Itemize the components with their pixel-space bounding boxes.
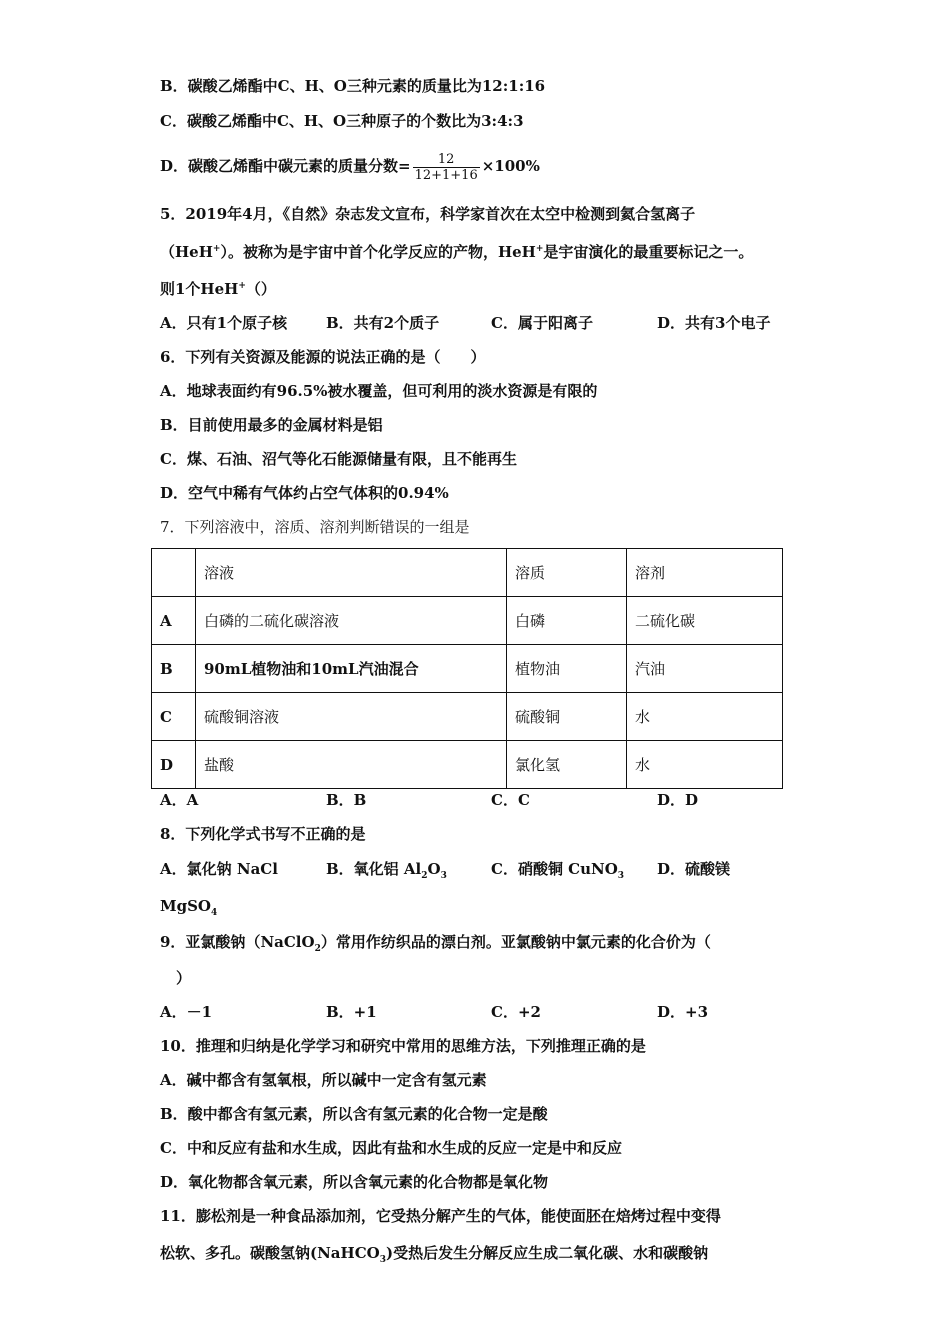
- table-cell: 汽油: [627, 645, 783, 693]
- q10-option-c: C．中和反应有盐和水生成，因此有盐和水生成的反应一定是中和反应: [160, 1139, 622, 1157]
- q6-option-a: A．地球表面约有96.5%被水覆盖，但可利用的淡水资源是有限的: [160, 382, 598, 400]
- superscript: +: [212, 244, 221, 254]
- q7-stem: 7．下列溶液中，溶质、溶剂判断错误的一组是: [160, 518, 470, 536]
- table-cell: 水: [627, 741, 783, 789]
- table-cell: 白磷的二硫化碳溶液: [196, 597, 507, 645]
- table-cell: 90mL植物油和10mL汽油混合: [196, 645, 507, 693]
- q6-option-d: D．空气中稀有气体约占空气体积的0.94%: [160, 484, 449, 502]
- q10-option-d: D．氧化物都含氧元素，所以含氧元素的化合物都是氧化物: [160, 1173, 549, 1191]
- q9-stem: [160, 932, 711, 952]
- q10-stem: 10．推理和归纳是化学学习和研究中常用的思维方法，下列推理正确的是: [160, 1037, 646, 1055]
- q8-b-part: B．氧化铝 Al: [326, 860, 422, 878]
- q5-line3-part: （）: [245, 280, 276, 298]
- q8-option-a: A．氯化钠 NaCl: [160, 860, 278, 878]
- table-cell: 植物油: [507, 645, 627, 693]
- table-header-cell: 溶液: [196, 549, 507, 597]
- table-cell: 硫酸铜: [507, 693, 627, 741]
- table-cell: 二硫化碳: [627, 597, 783, 645]
- q8-option-c: [491, 859, 624, 879]
- q5-option-c: C．属于阳离子: [491, 314, 593, 332]
- table-cell: 盐酸: [196, 741, 507, 789]
- q11-stem-line2: [160, 1243, 708, 1263]
- q5-line2-part: 是宇宙演化的最重要标记之一。: [543, 243, 754, 261]
- superscript: +: [238, 281, 246, 291]
- q6-stem: 6．下列有关资源及能源的说法正确的是（ ）: [160, 348, 486, 366]
- q4-option-b: B．碳酸乙烯酯中C、H、O三种元素的质量比为12:1:16: [160, 77, 546, 95]
- q11-line2-part: )受热后发生分解反应生成二氧化碳、水和碳酸钠: [385, 1244, 709, 1262]
- table-cell: 白磷: [507, 597, 627, 645]
- table-header-cell: 溶质: [507, 549, 627, 597]
- subscript: 3: [617, 871, 625, 881]
- q11-line2-part: 松软、多孔。碳酸氢钠(NaHCO: [160, 1244, 380, 1262]
- table-cell: B: [152, 645, 196, 693]
- q5-stem-line1: 5．2019年4月，《自然》杂志发文宣布，科学家首次在太空中检测到氦合氢离子: [160, 205, 696, 223]
- q9-option-d: D．+3: [657, 1003, 709, 1021]
- q7-option-c: C．C: [491, 791, 530, 809]
- q4-option-c: C．碳酸乙烯酯中C、H、O三种原子的个数比为3:4:3: [160, 112, 524, 130]
- q8-option-d: D．硫酸镁: [657, 860, 731, 878]
- table-cell: 硫酸铜溶液: [196, 693, 507, 741]
- q4-option-d-prefix: D．碳酸乙烯酯中碳元素的质量分数=: [160, 157, 411, 175]
- q5-option-a: A．只有1个原子核: [160, 314, 288, 332]
- table-row: [152, 693, 783, 741]
- table-row: [152, 645, 783, 693]
- q9-option-b: B．+1: [326, 1003, 377, 1021]
- table-cell: 水: [627, 693, 783, 741]
- q5-option-d: D．共有3个电子: [657, 314, 771, 332]
- fraction-numerator: 12: [437, 151, 455, 167]
- q6-option-b: B．目前使用最多的金属材料是铝: [160, 416, 383, 434]
- table-cell: D: [152, 741, 196, 789]
- solution-table: [151, 548, 783, 789]
- q7-option-d: D．D: [657, 791, 699, 809]
- subscript: 4: [211, 908, 218, 918]
- table-cell: 氯化氢: [507, 741, 627, 789]
- q8-option-b: [326, 859, 447, 879]
- table-cell: A: [152, 597, 196, 645]
- q9-stem-part: 9．亚氯酸钠（NaClO: [160, 933, 315, 951]
- q4-option-d-suffix: ×100%: [481, 157, 540, 175]
- q8-d-part: MgSO: [160, 897, 211, 915]
- q7-option-b: B．B: [326, 791, 367, 809]
- superscript: +: [535, 244, 544, 254]
- subscript: 2: [421, 871, 428, 881]
- q8-option-d-formula: [160, 896, 217, 916]
- q9-stem-part: ）常用作纺织品的漂白剂。亚氯酸钠中氯元素的化合价为（: [320, 933, 711, 951]
- q9-option-a: A．－1: [160, 1003, 213, 1021]
- q4-option-d: [160, 146, 540, 186]
- table-cell: C: [152, 693, 196, 741]
- q5-stem-line2: [160, 242, 753, 262]
- subscript: 2: [314, 944, 321, 954]
- q10-option-b: B．酸中都含有氢元素，所以含有氢元素的化合物一定是酸: [160, 1105, 548, 1123]
- table-row: [152, 597, 783, 645]
- table-row: [152, 741, 783, 789]
- subscript: 3: [440, 871, 447, 881]
- q9-stem-line2: ）: [176, 969, 192, 987]
- q8-c-part: C．硝酸铜 CuNO: [491, 860, 618, 878]
- q6-option-c: C．煤、石油、沼气等化石能源储量有限，且不能再生: [160, 450, 517, 468]
- table-header-row: [152, 549, 783, 597]
- q8-stem: 8．下列化学式书写不正确的是: [160, 825, 366, 843]
- mass-fraction: [413, 152, 480, 183]
- fraction-denominator: 12+1+16: [414, 167, 478, 183]
- q11-stem-line1: 11．膨松剂是一种食品添加剂，它受热分解产生的气体，能使面胚在焙烤过程中变得: [160, 1207, 721, 1225]
- q7-option-a: A．A: [160, 791, 199, 809]
- q5-line3-part: 则1个HeH: [160, 280, 239, 298]
- subscript: 3: [379, 1255, 386, 1265]
- q9-option-c: C．+2: [491, 1003, 541, 1021]
- q10-option-a: A．碱中都含有氢氧根，所以碱中一定含有氢元素: [160, 1071, 487, 1089]
- q8-b-part: O: [427, 860, 441, 878]
- q5-line2-part: ）。被称为是宇宙中首个化学反应的产物，HeH: [220, 243, 536, 261]
- table-header-cell: 溶剂: [627, 549, 783, 597]
- q5-stem-line3: [160, 279, 276, 299]
- table-header-cell: [152, 549, 196, 597]
- q5-line2-part: （HeH: [160, 243, 213, 261]
- q5-option-b: B．共有2个质子: [326, 314, 440, 332]
